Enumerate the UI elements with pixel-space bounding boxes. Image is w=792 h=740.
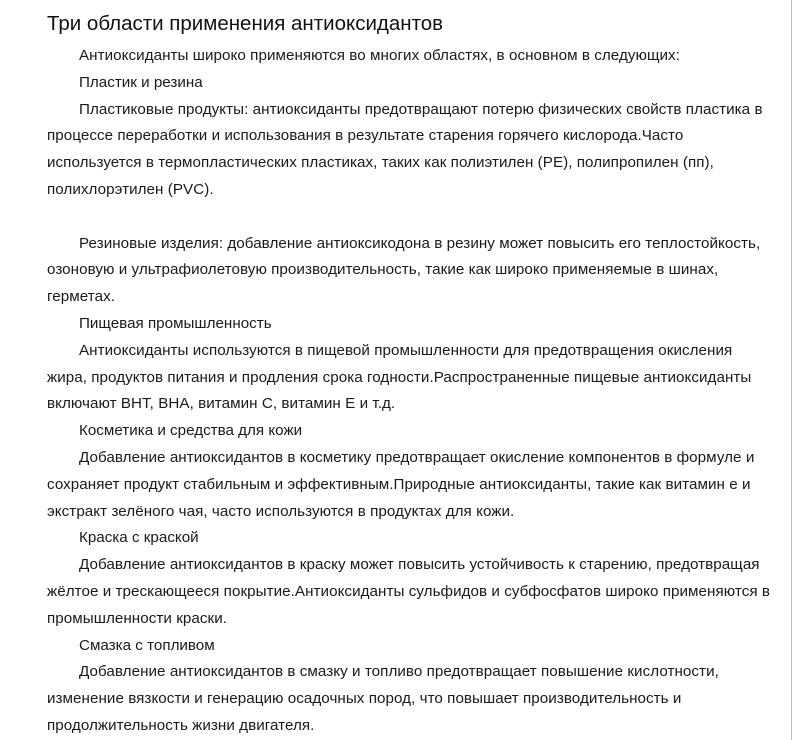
blank-line <box>47 204 772 231</box>
section-heading-plastic-rubber: Пластик и резина <box>79 73 203 91</box>
section-heading-lubricant-fuel: Смазка с топливом <box>79 636 215 654</box>
document-body <box>47 11 772 740</box>
intro-paragraph: Антиоксиданты широко применяются во многих областях, в основном в следующих: <box>79 47 680 64</box>
section-heading-paint: Краска с краской <box>79 529 199 547</box>
paragraph-cosmetics: Добавление антиоксидантов в косметику предотвращает окисление компонентов в формуле и сохраняет продукт стабильным и эффективным.Природные антиоксиданты, такие как витамин e и экстракт зелёного чая, часто используются в продуктах для кожи. <box>47 448 755 520</box>
paragraph-plastic-products: Пластиковые продукты: антиоксиданты предотвращают потерю физических свойств пластика в процессе переработки и использования в результате старения горячего кислорода.Часто используется в термопластических пластиках, таких как полиэтилен (PE), полипропилен (пп), полихлорэтилен (PVC). <box>47 100 763 198</box>
paragraph-paint: Добавление антиоксидантов в краску может повысить устойчивость к старению, предотвращая жёлтое и трескающееся покрытие.Антиоксиданты сульфидов и субфосфатов широко применяются в промышленности краски. <box>47 556 770 627</box>
paragraph-lubricant-fuel: Добавление антиоксидантов в смазку и топливо предотвращает повышение кислотности, изменение вязкости и генерацию осадочных пород, что повышает производительность и продолжительность жизни двигателя. <box>47 663 719 734</box>
section-heading-food-industry: Пищевая промышленность <box>79 314 272 332</box>
section-heading-cosmetics: Косметика и средства для кожи <box>79 422 303 440</box>
document-title: Три области применения антиоксидантов <box>47 12 444 35</box>
paragraph-rubber-products: Резиновые изделия: добавление антиоксикодона в резину может повысить его теплостойкость, озоновую и ультрафиолетовую производительность, такие как широко применяемые в шинах, герметах. <box>47 234 761 306</box>
paragraph-food-industry: Антиоксиданты используются в пищевой промышленности для предотвращения окисления жира, продуктов питания и продления срока годности.Распространенные пищевые антиоксиданты включают BHT, BHA, витамин C, витамин E и т.д. <box>47 341 752 413</box>
